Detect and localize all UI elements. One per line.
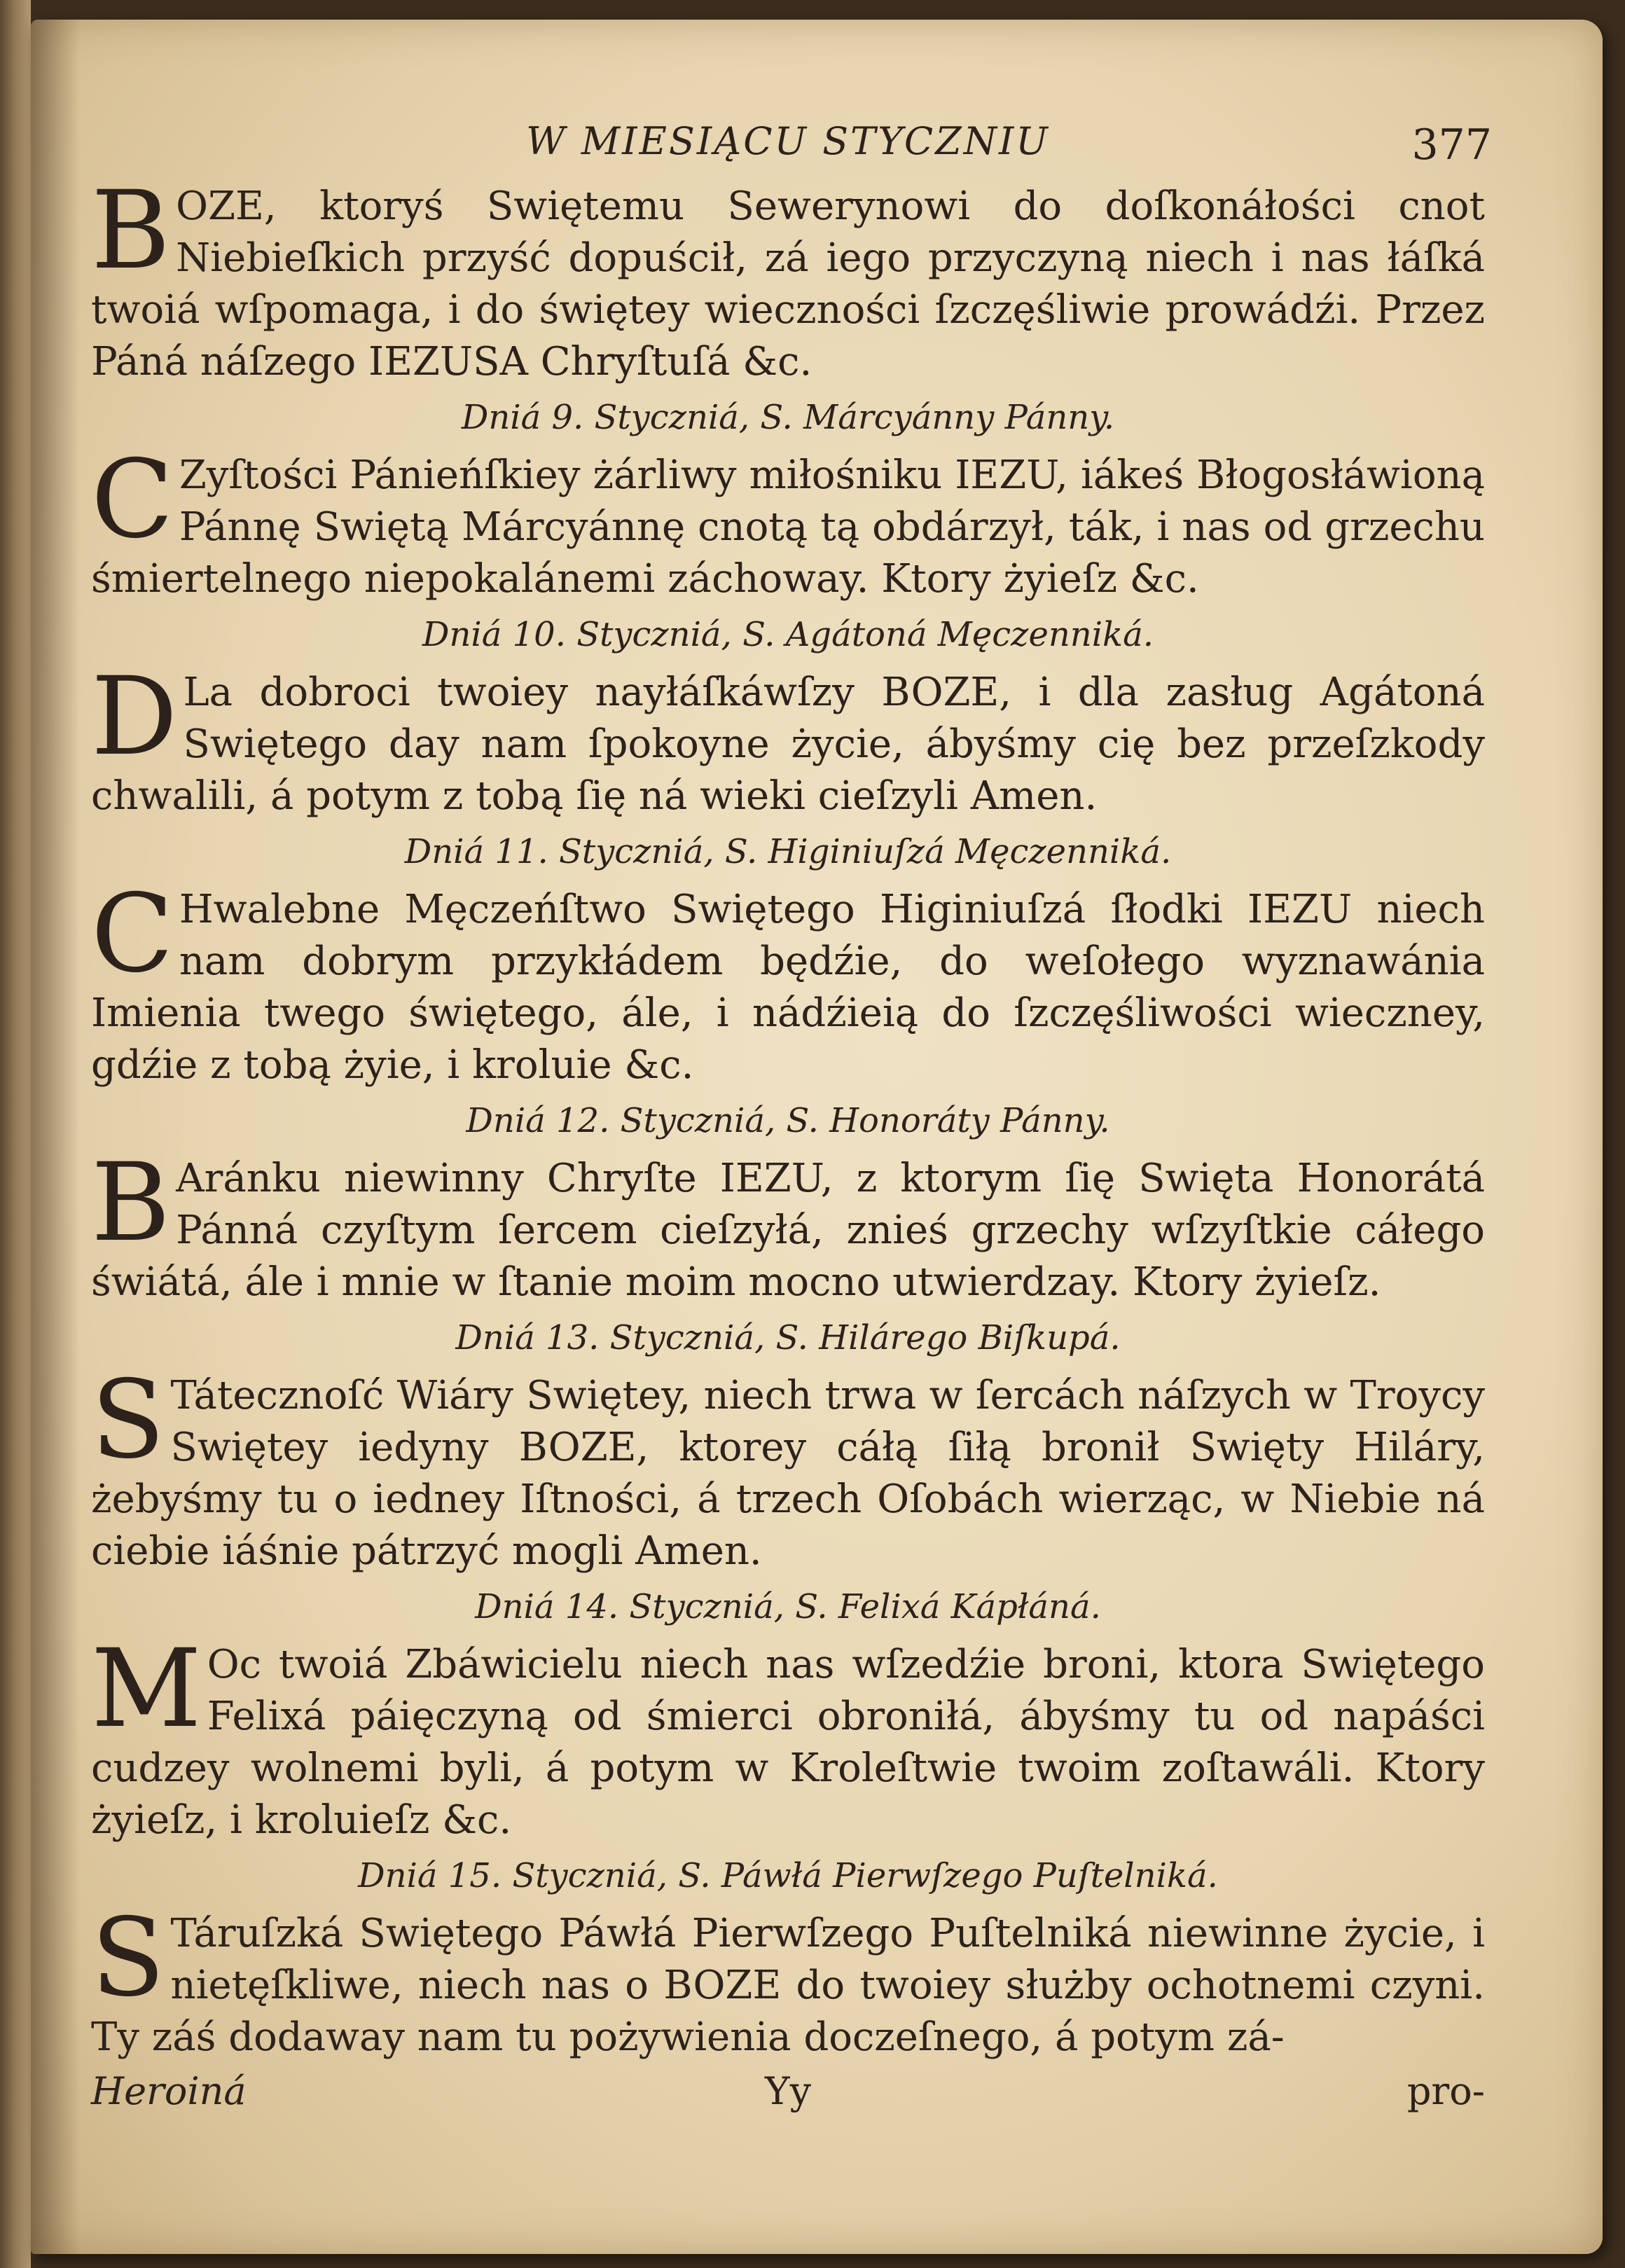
running-title: W MIESIĄCU STYCZNIU [526, 119, 1050, 163]
feast-heading: Dniá 14. Styczniá, S. Felixá Kápłáná. [475, 1587, 1101, 1626]
prayer-text [91, 450, 1485, 605]
prayer-body: Hwalebne Męczeńſtwo Swiętego Higiniuſzá ſłodki IEZU niech nam dobrym przykłádem będźie, do weſołego wyznawánia Imienia twego świętego, ále, i nádźieią do ſzczęśliwości wieczney, gdźie z tobą żyie, i kroluie &c. [91, 887, 1485, 1088]
prayer-text [91, 667, 1485, 822]
book-page [31, 20, 1603, 2254]
feast-heading: Dniá 9. Styczniá, S. Márcyánny Pánny. [461, 398, 1115, 437]
drop-cap: S [91, 1908, 165, 2021]
drop-cap: C [91, 884, 174, 997]
feast-heading: Dniá 12. Styczniá, S. Honoráty Pánny. [466, 1101, 1110, 1140]
prayer-body: Tátecznoſć Wiáry Swiętey, niech trwa w ſercách náſzych w Troycy Swiętey iedyny BOZE, ktorey cáłą ſiłą bronił Swięty Hiláry, żebyśmy tu o iedney Iſtności, á trzech Oſobách wierząc, w Niebie ná ciebie iáśnie pátrzyć mogli Amen. [91, 1373, 1485, 1574]
prayer-body: OZE, ktoryś Swiętemu Sewerynowi do doſkonáłości cnot Niebieſkich przyść dopuścił, zá iego przyczyną niech i nas łáſká twoiá wſpomaga, i do świętey wieczności ſzczęśliwie prowádźi. Przez Páná náſzego IEZUSA Chryſtuſá &c. [91, 184, 1485, 385]
feast-heading: Dniá 10. Styczniá, S. Agátoná Męczenniká. [422, 615, 1154, 654]
drop-cap: S [91, 1370, 165, 1483]
prayer-body: Táruſzká Swiętego Páwłá Pierwſzego Puſtelniká niewinne życie, i nietęſkliwe, niech nas o BOZE do twoiey służby ochotnemi czyni. Ty záś dodaway nam tu pożywienia doczeſnego, á potym zá- [91, 1911, 1485, 2060]
feast-heading: Dniá 13. Styczniá, S. Hilárego Biſkupá. [455, 1318, 1121, 1357]
drop-cap: C [91, 450, 174, 562]
drop-cap: B [91, 1153, 171, 1266]
prayer-entry [91, 1153, 1485, 1308]
catchword-left: Heroiná [91, 2069, 247, 2113]
prayer-entry [91, 1370, 1485, 1577]
prayer-text [91, 1908, 1485, 2063]
signature-mark: Yy [764, 2069, 812, 2113]
prayer-entry [91, 884, 1485, 1091]
drop-cap: M [91, 1639, 202, 1752]
prayer-body: Zyſtości Pánieńſkiey żárliwy miłośniku IEZU, iákeś Błogosłáwioną Pánnę Swiętą Márcyánnę cnotą tą obdárzył, ták, i nas od grzechu śmiertelnego niepokalánemi záchoway. Ktory żyieſz &c. [91, 452, 1485, 602]
feast-heading: Dniá 15. Styczniá, S. Páwłá Pierwſzego Puſtelniká. [358, 1856, 1218, 1895]
page-gutter-shadow [31, 20, 80, 2254]
prayer-entry [91, 1639, 1485, 1846]
prayer-text [91, 181, 1485, 388]
prayer-text [91, 884, 1485, 1091]
prayer-text [91, 1639, 1485, 1846]
prayer-text [91, 1153, 1485, 1308]
prayer-body: La dobroci twoiey nayłáſkáwſzy BOZE, i dla zasług Agátoná Swiętego day nam ſpokoyne życie, ábyśmy cię bez przeſzkody chwalili, á potym z tobą ſię ná wieki cieſzyli Amen. [91, 670, 1485, 819]
page-number: 377 [1411, 120, 1492, 170]
prayer-body: Oc twoiá Zbáwicielu niech nas wſzedźie broni, ktora Swiętego Felixá páięczyną od śmierci obroniłá, ábyśmy tu od napáści cudzey wolnemi byli, á potym w Kroleſtwie twoim zoſtawáli. Ktory żyieſz, i kroluieſz &c. [91, 1642, 1485, 1843]
page-text-block [91, 97, 1492, 2125]
prayer-entry [91, 181, 1485, 388]
page-header [91, 97, 1492, 181]
prayer-entry [91, 667, 1485, 822]
drop-cap: D [91, 667, 178, 780]
catchword-right: pro- [1406, 2069, 1485, 2113]
facing-page-edge [0, 0, 31, 2268]
prayer-entry [91, 450, 1485, 605]
prayer-entry [91, 1908, 1485, 2063]
drop-cap: B [91, 181, 171, 293]
prayer-body: Aránku niewinny Chryſte IEZU, z ktorym ſię Swięta Honorátá Pánná czyſtym ſercem cieſzyłá, znieś grzechy wſzyſtkie cáłego świátá, ále i mnie w ſtanie moim mocno utwierdzay. Ktory żyieſz. [91, 1156, 1485, 1305]
feast-heading: Dniá 11. Styczniá, S. Higiniuſzá Męczenniká. [404, 832, 1172, 871]
prayer-text [91, 1370, 1485, 1577]
page-footer [91, 2069, 1485, 2125]
